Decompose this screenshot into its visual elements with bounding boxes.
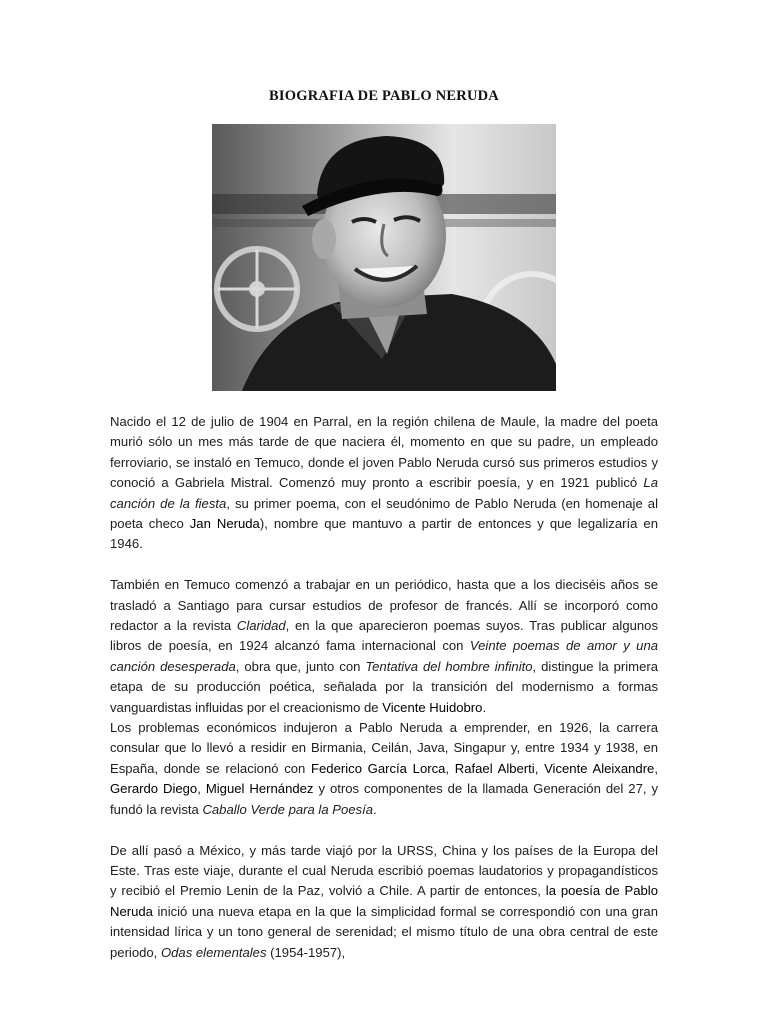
page-title: BIOGRAFIA DE PABLO NERUDA xyxy=(269,88,499,104)
text-span: , en la que aparecieron poemas suyos. Tras publicar algunos libros de poesía, en 1924 alcanzó fama internacional con xyxy=(110,618,658,654)
text-span: . xyxy=(373,801,377,817)
biography-text xyxy=(110,412,658,963)
link-jan-neruda[interactable]: Jan Neruda xyxy=(189,516,260,532)
italic-title: La canción de la fiesta xyxy=(110,475,658,511)
text-span: , distingue la primera etapa de su producción poética, señalada por la transición del modernismo a formas vanguardistas influidas por el creacionismo de xyxy=(110,658,658,715)
paragraph-4 xyxy=(110,841,658,963)
text-span: Los problemas económicos indujeron a Pablo Neruda a emprender, en 1926, la carrera consular que lo llevó a residir en Birmania, Ceilán, Java, Singapur y, entre 1934 y 1938, en España, donde se relacionó con xyxy=(110,720,658,776)
portrait-photo-icon xyxy=(212,124,556,391)
text-span: y otros componentes de la llamada Generación del 27, y fundó la revista xyxy=(110,781,659,817)
text-span: , xyxy=(534,760,545,776)
text-span: , xyxy=(445,760,455,776)
italic-title: Odas elementales xyxy=(160,944,267,960)
text-span: ), nombre que mantuvo a partir de entonces y que legalizaría en 1946. xyxy=(110,516,658,552)
italic-title: Caballo Verde para la Poesía xyxy=(202,801,374,817)
link-gerardo-diego[interactable]: Gerardo Diego xyxy=(110,781,198,797)
text-span: También en Temuco comenzó a trabajar en un periódico, hasta que a los dieciséis años se trasladó a Santiago para cursar estudios de profesor de francés. Allí se incorporó como redactor a la revista xyxy=(110,577,658,634)
text-span: , xyxy=(197,781,206,797)
link-miguel-hernandez[interactable]: Miguel Hernández xyxy=(205,781,314,797)
link-vicente-aleixandre[interactable]: Vicente Aleixandre xyxy=(544,760,655,776)
text-span: De allí pasó a México, y más tarde viajó por la URSS, China y los países de la Europa del Este. Tras este viaje, durante el cual Neruda escribió poemas laudatorios y propagandísticos y recibió el Premio Lenin de la Paz, volvió a Chile. A partir de entonces, xyxy=(110,842,658,899)
text-span: , obra que, junto con xyxy=(235,658,366,674)
link-poesia-neruda[interactable]: la poesía de Pablo Neruda xyxy=(110,883,658,919)
paragraph-3 xyxy=(110,718,658,820)
text-span: Nacido el 12 de julio de 1904 en Parral, en la región chilena de Maule, la madre del poeta murió sólo un mes más tarde de que naciera él, momento en que su padre, un empleado ferroviario, se instaló en Temuco, donde el joven Pablo Neruda cursó sus primeros estudios y conoció a Gabriela Mistral. Comenzó muy pronto a escribir poesía, y en 1921 publicó xyxy=(110,414,658,491)
text-span: inició una nueva etapa en la que la simplicidad formal se correspondió con una gran intensidad lírica y un tono general de serenidad; el mismo título de una obra central de este periodo, xyxy=(110,903,658,960)
link-vicente-huidobro[interactable]: Vicente Huidobro xyxy=(382,699,483,715)
portrait-photo xyxy=(212,124,556,391)
link-garcia-lorca[interactable]: Federico García Lorca xyxy=(311,760,446,776)
link-rafael-alberti[interactable]: Rafael Alberti xyxy=(454,760,535,776)
italic-title: Veinte poemas de amor y una canción desesperada xyxy=(110,638,659,674)
text-span: (1954-1957), xyxy=(266,944,346,960)
text-span: . xyxy=(482,699,487,715)
text-span: , xyxy=(654,760,658,776)
paragraph-2 xyxy=(110,575,658,718)
italic-title: Claridad xyxy=(236,618,286,634)
italic-title: Tentativa del hombre infinito xyxy=(365,658,533,674)
paragraph-1 xyxy=(110,412,658,555)
text-span: , su primer poema, con el seudónimo de Pablo Neruda (en homenaje al poeta checo xyxy=(110,495,658,532)
